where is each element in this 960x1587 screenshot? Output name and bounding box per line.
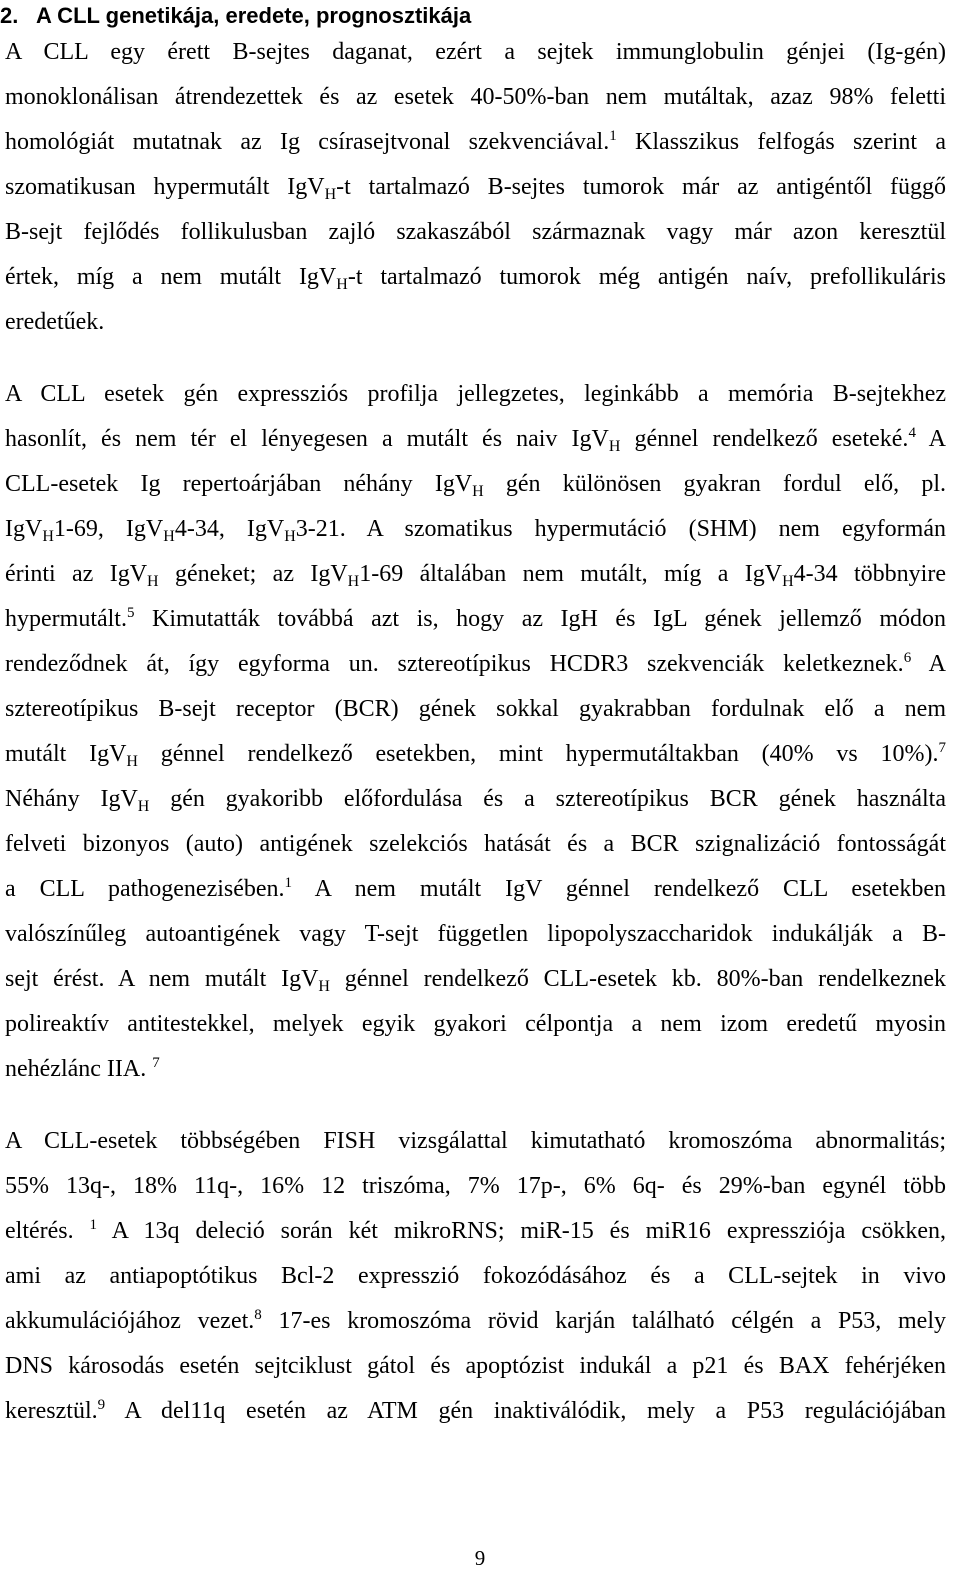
text-run: keresztül.	[5, 1398, 98, 1424]
citation-superscript: 9	[97, 1397, 106, 1413]
subscript: H	[163, 528, 175, 545]
text-run: hasonlít, és nem tér el lényegesen a mutált és naiv IgV	[5, 426, 609, 452]
text-run: A 13q deleció során két mikroRNS; miR-15 és miR16 expressziója csökken,	[97, 1218, 946, 1244]
text-line	[5, 912, 946, 957]
text-run: hypermutált.	[5, 606, 127, 632]
text-run: akkumulációjához vezet.	[5, 1308, 255, 1334]
citation-superscript: 1	[89, 1217, 98, 1233]
text-line	[5, 75, 946, 120]
text-run: génnel rendelkező CLL-esetek kb. 80%-ban rendelkeznek	[329, 966, 946, 992]
text-line	[5, 552, 946, 597]
subscript: H	[782, 573, 794, 590]
section-title: A CLL genetikája, eredete, prognosztikája	[36, 3, 472, 28]
text-line	[5, 417, 946, 462]
text-run: 17-es kromoszóma rövid karján található célgén a P53, mely	[261, 1308, 947, 1334]
subscript: H	[336, 276, 348, 293]
text-line	[5, 300, 946, 345]
text-run: érinti az IgV	[5, 561, 148, 587]
subscript: H	[284, 528, 296, 545]
text-run: DNS károsodás esetén sejtciklust gátol és apoptózist indukál a p21 és BAX fehérjéken	[5, 1353, 946, 1379]
text-line	[5, 372, 946, 417]
subscript: H	[324, 186, 337, 203]
text-run: géneket; az IgV	[158, 561, 348, 587]
citation-superscript: 7	[152, 1055, 160, 1071]
text-line	[5, 1209, 946, 1254]
text-run: ami az antiapoptótikus Bcl-2 expresszió fokozódásához és a CLL-sejtek in vivo	[5, 1263, 946, 1289]
citation-superscript: 7	[938, 740, 946, 756]
text-run: B-sejt fejlődés follikulusban zajló szakaszából származnak vagy már azon keresztül	[5, 219, 946, 245]
text-run: rendeződnek át, így egyforma un. sztereotípikus HCDR3 szekvenciák keletkeznek.	[5, 651, 904, 677]
text-run: génnel rendelkező eseteké.	[620, 426, 909, 452]
text-line	[5, 822, 946, 867]
text-run: felveti bizonyos (auto) antigének szelekciós hatását és a BCR szignalizáció fontosságát	[5, 831, 946, 857]
text-line	[5, 1002, 946, 1047]
text-run: szomatikusan hypermutált IgV	[5, 174, 325, 200]
text-run: CLL-esetek Ig repertoárjában néhány IgV	[5, 471, 473, 497]
text-line	[5, 507, 946, 552]
text-run: polireaktív antitestekkel, melyek egyik gyakori célpontja a nem izom eredetű myosin	[5, 1011, 946, 1037]
text-line	[5, 642, 946, 687]
text-run: Kimutatták továbbá azt is, hogy az IgH és IgL gének jellemző módon	[134, 606, 946, 632]
text-run: A CLL-esetek többségében FISH vizsgálattal kimutatható kromoszóma abnormalitás;	[5, 1128, 946, 1154]
text-run: A	[915, 426, 947, 452]
section-heading	[0, 1, 471, 31]
text-line	[5, 1254, 946, 1299]
text-run: A CLL egy érett B-sejtes daganat, ezért a sejtek immunglobulin génjei (Ig-gén)	[5, 39, 946, 65]
text-run: 55% 13q-, 18% 11q-, 16% 12 triszóma, 7% 17p-, 6% 6q- és 29%-ban egynél több	[5, 1173, 946, 1199]
text-run: gén gyakoribb előfordulása és a sztereotípikus BCR gének használta	[149, 786, 946, 812]
text-run: nehézlánc IIA.	[5, 1056, 153, 1082]
text-run: IgV	[5, 516, 43, 542]
citation-superscript: 1	[609, 128, 617, 144]
text-line	[5, 777, 946, 822]
citation-superscript: 5	[126, 605, 135, 621]
paragraph-chromosome-abnormalities	[5, 1119, 946, 1434]
text-line	[5, 210, 946, 255]
subscript: H	[147, 573, 159, 590]
text-line	[5, 1389, 946, 1434]
text-line	[5, 1299, 946, 1344]
subscript: H	[472, 483, 484, 500]
text-run: 1-69, IgV	[53, 516, 164, 542]
subscript: H	[126, 753, 138, 770]
text-run: mutált IgV	[5, 741, 127, 767]
text-run: monoklonálisan átrendezettek és az esetek 40-50%-ban nem mutáltak, azaz 98% feletti	[5, 84, 946, 110]
citation-superscript: 1	[284, 875, 293, 891]
text-line	[5, 597, 946, 642]
text-line	[5, 687, 946, 732]
text-line	[5, 867, 946, 912]
text-line	[5, 1047, 946, 1092]
text-run: Néhány IgV	[5, 786, 138, 812]
text-run: eltérés.	[5, 1218, 90, 1244]
text-run: 4-34 többnyire	[793, 561, 946, 587]
text-run: A del11q esetén az ATM gén inaktiválódik, mely a P53 regulációjában	[105, 1398, 946, 1424]
text-run: a CLL pathogenezisében.	[5, 876, 285, 902]
text-run: 1-69 általában nem mutált, míg a IgV	[359, 561, 783, 587]
text-run: gén különösen gyakran fordul elő, pl.	[483, 471, 947, 497]
subscript: H	[347, 573, 360, 590]
citation-superscript: 8	[254, 1307, 262, 1323]
text-line	[5, 30, 946, 75]
text-run: 4-34, IgV	[174, 516, 285, 542]
text-run: A	[911, 651, 946, 677]
text-run: -t tartalmazó B-sejtes tumorok már az antigéntől függő	[336, 174, 946, 200]
page-number: 9	[474, 1546, 486, 1570]
text-line	[5, 120, 946, 165]
subscript: H	[318, 978, 330, 995]
text-run: valószínűleg autoantigének vagy T-sejt független lipopolyszaccharidok indukálják a B-	[5, 921, 946, 947]
subscript: H	[137, 798, 150, 815]
section-number: 2.	[0, 3, 19, 28]
text-run: homológiát mutatnak az Ig csírasejtvonal szekvenciával.	[5, 129, 610, 155]
subscript: H	[608, 438, 621, 455]
paragraph-expression-profile	[5, 372, 946, 1092]
text-run: sztereotípikus B-sejt receptor (BCR) gének sokkal gyakrabban fordulnak elő a nem	[5, 696, 946, 722]
subscript: H	[42, 528, 54, 545]
citation-superscript: 4	[908, 425, 916, 441]
text-line	[5, 255, 946, 300]
text-run: értek, míg a nem mutált IgV	[5, 264, 337, 290]
text-line	[5, 165, 946, 210]
text-run: génnel rendelkező esetekben, mint hypermutáltakban (40% vs 10%).	[137, 741, 939, 767]
citation-superscript: 6	[903, 650, 912, 666]
text-line	[5, 1344, 946, 1389]
text-line	[5, 1164, 946, 1209]
text-line	[5, 462, 946, 507]
text-run: 3-21. A szomatikus hypermutáció (SHM) nem egyformán	[295, 516, 946, 542]
text-run: A nem mutált IgV génnel rendelkező CLL esetekben	[292, 876, 946, 902]
text-line	[5, 957, 946, 1002]
text-line	[5, 732, 946, 777]
text-line	[5, 1119, 946, 1164]
text-run: eredetűek.	[5, 309, 105, 335]
text-run: -t tartalmazó tumorok még antigén naív, prefollikuláris	[347, 264, 947, 290]
paragraph-ig-genes	[5, 30, 946, 345]
body-text	[5, 30, 946, 1434]
text-run: sejt érést. A nem mutált IgV	[5, 966, 319, 992]
text-run: Klasszikus felfogás szerint a	[616, 129, 946, 155]
text-run: A CLL esetek gén expressziós profilja jellegzetes, leginkább a memória B-sejtekhez	[5, 381, 946, 407]
